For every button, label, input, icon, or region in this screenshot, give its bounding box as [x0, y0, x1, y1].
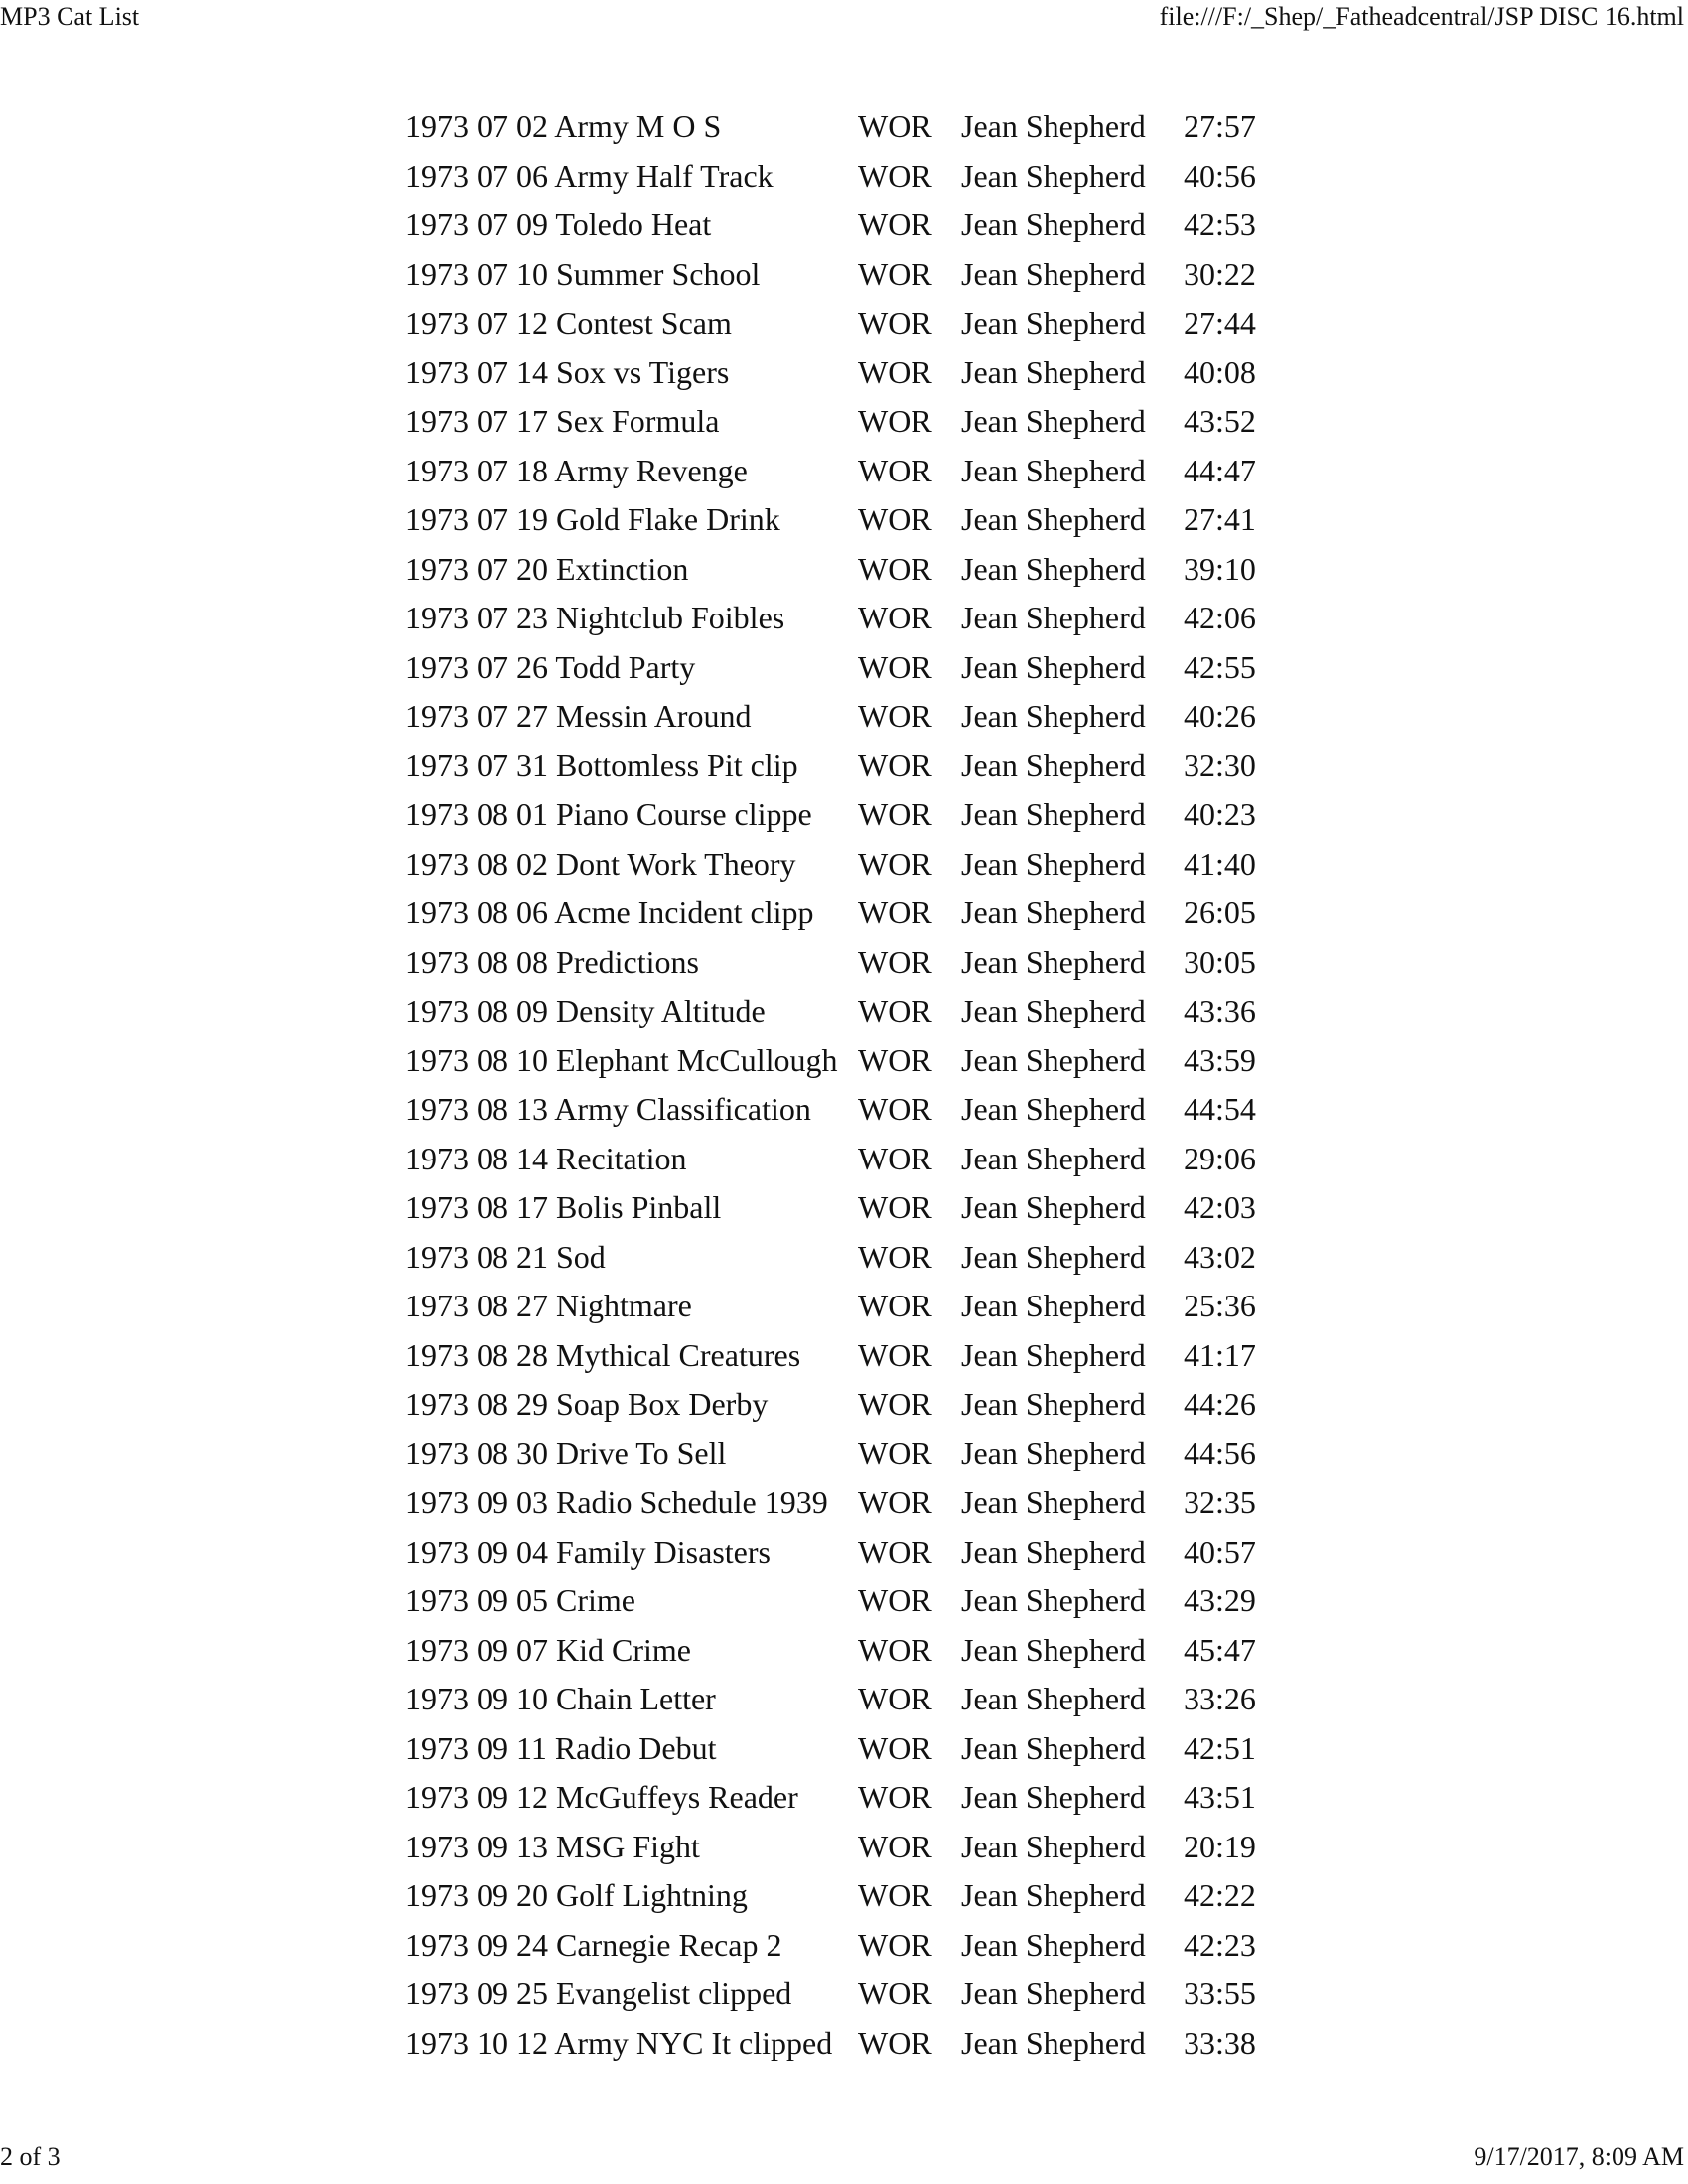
track-length: 44:26: [1184, 1386, 1256, 1423]
track-station: WOR: [858, 255, 932, 292]
table-row: [405, 1282, 1263, 1331]
track-length: 42:53: [1184, 206, 1256, 243]
track-host: Jean Shepherd: [961, 1533, 1146, 1570]
track-station: WOR: [858, 747, 932, 783]
table-row: [405, 1921, 1263, 1971]
table-row: [405, 1233, 1263, 1283]
page-header-title: MP3 Cat List: [0, 2, 140, 31]
track-title: 1973 08 17 Bolis Pinball: [405, 1189, 722, 1226]
table-row: [405, 545, 1263, 595]
track-station: WOR: [858, 1877, 932, 1914]
track-length: 44:47: [1184, 452, 1256, 488]
track-station: WOR: [858, 403, 932, 440]
track-length: 40:56: [1184, 157, 1256, 194]
track-station: WOR: [858, 2024, 932, 2061]
track-length: 41:40: [1184, 845, 1256, 882]
track-title: 1973 09 11 Radio Debut: [405, 1729, 717, 1766]
track-station: WOR: [858, 1631, 932, 1668]
track-host: Jean Shepherd: [961, 206, 1146, 243]
track-host: Jean Shepherd: [961, 1189, 1146, 1226]
track-title: 1973 07 26 Todd Party: [405, 648, 696, 685]
track-length: 40:26: [1184, 698, 1256, 735]
table-row: [405, 397, 1263, 447]
track-length: 43:02: [1184, 1238, 1256, 1275]
track-length: 44:54: [1184, 1091, 1256, 1128]
track-length: 42:22: [1184, 1877, 1256, 1914]
track-host: Jean Shepherd: [961, 1926, 1146, 1963]
track-length: 20:19: [1184, 1828, 1256, 1864]
track-host: Jean Shepherd: [961, 1041, 1146, 1078]
track-length: 27:44: [1184, 305, 1256, 341]
track-title: 1973 09 10 Chain Letter: [405, 1681, 716, 1717]
track-station: WOR: [858, 1976, 932, 2012]
track-title: 1973 08 01 Piano Course clippe: [405, 796, 812, 833]
table-row: [405, 790, 1263, 840]
track-station: WOR: [858, 1238, 932, 1275]
track-host: Jean Shepherd: [961, 2024, 1146, 2061]
table-row: [405, 250, 1263, 300]
track-title: 1973 08 14 Recitation: [405, 1140, 687, 1176]
table-row: [405, 987, 1263, 1036]
table-row: [405, 1135, 1263, 1184]
table-row: [405, 1576, 1263, 1626]
table-row: [405, 152, 1263, 202]
track-station: WOR: [858, 550, 932, 587]
track-length: 45:47: [1184, 1631, 1256, 1668]
track-host: Jean Shepherd: [961, 1140, 1146, 1176]
track-station: WOR: [858, 993, 932, 1029]
track-station: WOR: [858, 1288, 932, 1324]
track-host: Jean Shepherd: [961, 1386, 1146, 1423]
table-row: [405, 1036, 1263, 1086]
track-title: 1973 09 20 Golf Lightning: [405, 1877, 748, 1914]
track-title: 1973 08 10 Elephant McCullough: [405, 1041, 838, 1078]
track-title: 1973 07 12 Contest Scam: [405, 305, 732, 341]
track-host: Jean Shepherd: [961, 1729, 1146, 1766]
track-station: WOR: [858, 1926, 932, 1963]
track-title: 1973 07 17 Sex Formula: [405, 403, 720, 440]
table-row: [405, 495, 1263, 545]
track-title: 1973 07 02 Army M O S: [405, 108, 722, 145]
track-length: 42:03: [1184, 1189, 1256, 1226]
track-host: Jean Shepherd: [961, 501, 1146, 538]
track-length: 26:05: [1184, 894, 1256, 931]
track-station: WOR: [858, 698, 932, 735]
track-host: Jean Shepherd: [961, 255, 1146, 292]
track-host: Jean Shepherd: [961, 403, 1146, 440]
track-station: WOR: [858, 501, 932, 538]
track-host: Jean Shepherd: [961, 1288, 1146, 1324]
track-host: Jean Shepherd: [961, 1434, 1146, 1471]
track-length: 33:38: [1184, 2024, 1256, 2061]
table-row: [405, 299, 1263, 348]
track-length: 43:59: [1184, 1041, 1256, 1078]
track-title: 1973 10 12 Army NYC It clipped: [405, 2024, 833, 2061]
track-title: 1973 07 06 Army Half Track: [405, 157, 774, 194]
track-length: 43:51: [1184, 1779, 1256, 1816]
track-title: 1973 07 27 Messin Around: [405, 698, 752, 735]
track-host: Jean Shepherd: [961, 600, 1146, 636]
track-title: 1973 07 09 Toledo Heat: [405, 206, 712, 243]
track-title: 1973 08 27 Nightmare: [405, 1288, 692, 1324]
table-row: [405, 1724, 1263, 1774]
track-station: WOR: [858, 943, 932, 980]
track-length: 42:51: [1184, 1729, 1256, 1766]
page-footer-datetime: 9/17/2017, 8:09 AM: [1474, 2142, 1684, 2171]
track-title: 1973 09 12 McGuffeys Reader: [405, 1779, 798, 1816]
track-length: 33:26: [1184, 1681, 1256, 1717]
table-row: [405, 201, 1263, 250]
track-station: WOR: [858, 452, 932, 488]
table-row: [405, 692, 1263, 742]
track-title: 1973 09 05 Crime: [405, 1582, 635, 1619]
track-host: Jean Shepherd: [961, 452, 1146, 488]
track-host: Jean Shepherd: [961, 845, 1146, 882]
track-length: 42:55: [1184, 648, 1256, 685]
table-row: [405, 1331, 1263, 1381]
track-host: Jean Shepherd: [961, 1582, 1146, 1619]
track-length: 30:22: [1184, 255, 1256, 292]
track-length: 32:30: [1184, 747, 1256, 783]
track-station: WOR: [858, 1041, 932, 1078]
track-length: 29:06: [1184, 1140, 1256, 1176]
track-station: WOR: [858, 796, 932, 833]
track-length: 44:56: [1184, 1434, 1256, 1471]
table-row: [405, 1528, 1263, 1577]
track-station: WOR: [858, 1681, 932, 1717]
track-station: WOR: [858, 1386, 932, 1423]
track-host: Jean Shepherd: [961, 943, 1146, 980]
track-station: WOR: [858, 1091, 932, 1128]
table-row: [405, 840, 1263, 889]
table-row: [405, 1183, 1263, 1233]
track-title: 1973 09 13 MSG Fight: [405, 1828, 700, 1864]
track-title: 1973 08 09 Density Altitude: [405, 993, 766, 1029]
track-station: WOR: [858, 353, 932, 390]
track-station: WOR: [858, 305, 932, 341]
track-length: 33:55: [1184, 1976, 1256, 2012]
track-host: Jean Shepherd: [961, 894, 1146, 931]
track-station: WOR: [858, 648, 932, 685]
track-length: 32:35: [1184, 1484, 1256, 1521]
track-host: Jean Shepherd: [961, 993, 1146, 1029]
track-host: Jean Shepherd: [961, 1877, 1146, 1914]
table-row: [405, 348, 1263, 398]
track-length: 27:57: [1184, 108, 1256, 145]
table-row: [405, 1970, 1263, 2019]
track-title: 1973 08 02 Dont Work Theory: [405, 845, 796, 882]
track-length: 40:57: [1184, 1533, 1256, 1570]
track-host: Jean Shepherd: [961, 305, 1146, 341]
track-title: 1973 07 19 Gold Flake Drink: [405, 501, 780, 538]
track-title: 1973 07 23 Nightclub Foibles: [405, 600, 785, 636]
track-host: Jean Shepherd: [961, 1828, 1146, 1864]
track-host: Jean Shepherd: [961, 108, 1146, 145]
track-title: 1973 07 20 Extinction: [405, 550, 689, 587]
page-header-url: file:///F:/_Shep/_Fatheadcentral/JSP DISC 16.html: [1159, 2, 1684, 31]
track-station: WOR: [858, 206, 932, 243]
track-host: Jean Shepherd: [961, 1238, 1146, 1275]
track-length: 40:23: [1184, 796, 1256, 833]
track-length: 41:17: [1184, 1336, 1256, 1373]
track-station: WOR: [858, 1484, 932, 1521]
track-host: Jean Shepherd: [961, 1976, 1146, 2012]
track-host: Jean Shepherd: [961, 1336, 1146, 1373]
track-title: 1973 07 14 Sox vs Tigers: [405, 353, 730, 390]
track-length: 43:36: [1184, 993, 1256, 1029]
track-title: 1973 09 03 Radio Schedule 1939: [405, 1484, 828, 1521]
table-row: [405, 102, 1263, 152]
track-station: WOR: [858, 845, 932, 882]
track-host: Jean Shepherd: [961, 550, 1146, 587]
catalog-table-body: [405, 102, 1263, 2068]
table-row: [405, 1871, 1263, 1921]
track-host: Jean Shepherd: [961, 698, 1146, 735]
track-length: 40:08: [1184, 353, 1256, 390]
track-title: 1973 08 08 Predictions: [405, 943, 699, 980]
track-host: Jean Shepherd: [961, 1091, 1146, 1128]
track-length: 30:05: [1184, 943, 1256, 980]
table-row: [405, 938, 1263, 988]
track-station: WOR: [858, 600, 932, 636]
table-row: [405, 1380, 1263, 1430]
track-title: 1973 09 25 Evangelist clipped: [405, 1976, 792, 2012]
table-row: [405, 1626, 1263, 1676]
track-title: 1973 08 06 Acme Incident clipp: [405, 894, 814, 931]
track-length: 42:23: [1184, 1926, 1256, 1963]
track-title: 1973 09 07 Kid Crime: [405, 1631, 691, 1668]
table-row: [405, 1675, 1263, 1724]
table-row: [405, 742, 1263, 791]
track-host: Jean Shepherd: [961, 1681, 1146, 1717]
table-row: [405, 888, 1263, 938]
track-host: Jean Shepherd: [961, 1779, 1146, 1816]
table-row: [405, 594, 1263, 643]
track-length: 42:06: [1184, 600, 1256, 636]
track-station: WOR: [858, 157, 932, 194]
track-host: Jean Shepherd: [961, 353, 1146, 390]
track-station: WOR: [858, 1140, 932, 1176]
track-station: WOR: [858, 1533, 932, 1570]
track-station: WOR: [858, 1729, 932, 1766]
track-length: 43:29: [1184, 1582, 1256, 1619]
track-title: 1973 08 30 Drive To Sell: [405, 1434, 727, 1471]
track-title: 1973 08 21 Sod: [405, 1238, 606, 1275]
track-station: WOR: [858, 108, 932, 145]
track-host: Jean Shepherd: [961, 747, 1146, 783]
track-station: WOR: [858, 894, 932, 931]
track-title: 1973 08 29 Soap Box Derby: [405, 1386, 769, 1423]
table-row: [405, 1430, 1263, 1479]
track-length: 25:36: [1184, 1288, 1256, 1324]
track-host: Jean Shepherd: [961, 1631, 1146, 1668]
track-title: 1973 08 13 Army Classification: [405, 1091, 811, 1128]
track-title: 1973 07 18 Army Revenge: [405, 452, 748, 488]
table-row: [405, 2019, 1263, 2069]
page-footer-page-number: 2 of 3: [0, 2142, 61, 2171]
table-row: [405, 1823, 1263, 1872]
track-station: WOR: [858, 1336, 932, 1373]
table-row: [405, 1478, 1263, 1528]
table-row: [405, 1085, 1263, 1135]
track-title: 1973 08 28 Mythical Creatures: [405, 1336, 801, 1373]
track-host: Jean Shepherd: [961, 157, 1146, 194]
track-title: 1973 07 10 Summer School: [405, 255, 761, 292]
table-row: [405, 1773, 1263, 1823]
track-station: WOR: [858, 1434, 932, 1471]
track-title: 1973 07 31 Bottomless Pit clip: [405, 747, 798, 783]
track-station: WOR: [858, 1779, 932, 1816]
track-length: 39:10: [1184, 550, 1256, 587]
track-title: 1973 09 24 Carnegie Recap 2: [405, 1926, 782, 1963]
track-host: Jean Shepherd: [961, 1484, 1146, 1521]
track-length: 43:52: [1184, 403, 1256, 440]
table-row: [405, 447, 1263, 496]
table-row: [405, 643, 1263, 693]
track-station: WOR: [858, 1189, 932, 1226]
catalog-table: [405, 102, 1263, 2068]
track-host: Jean Shepherd: [961, 648, 1146, 685]
track-station: WOR: [858, 1828, 932, 1864]
track-length: 27:41: [1184, 501, 1256, 538]
track-host: Jean Shepherd: [961, 796, 1146, 833]
track-title: 1973 09 04 Family Disasters: [405, 1533, 771, 1570]
track-station: WOR: [858, 1582, 932, 1619]
